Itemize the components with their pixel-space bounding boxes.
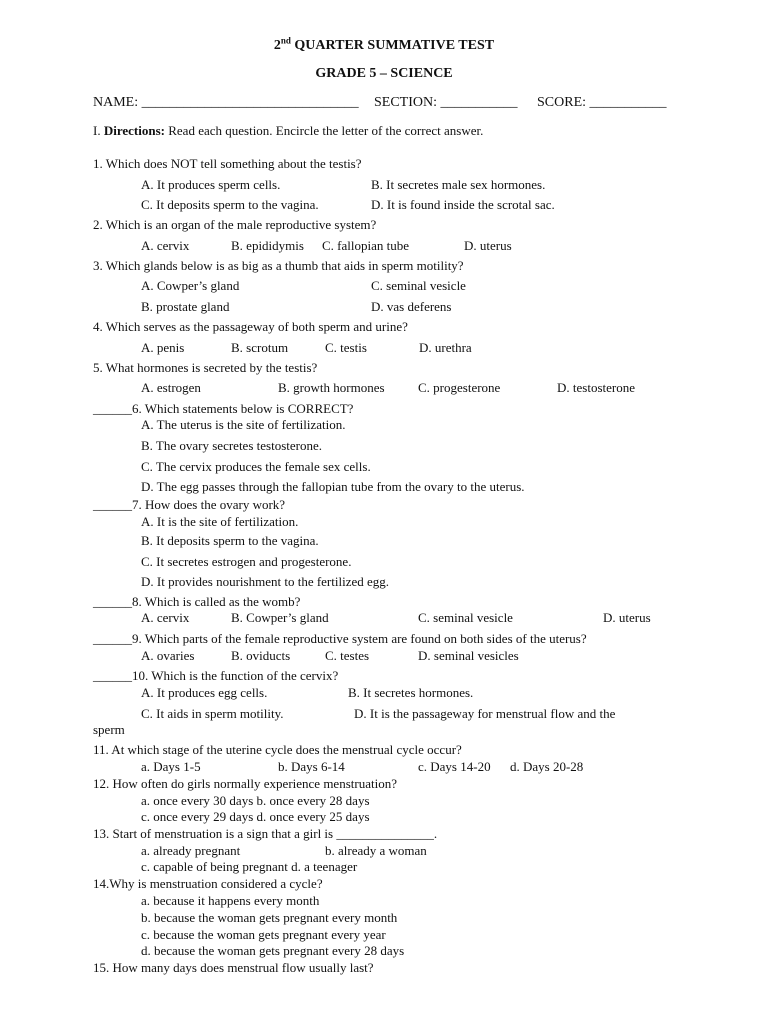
q11-choice-b: b. Days 6-14	[278, 759, 345, 774]
q2-choice-a: A. cervix	[141, 238, 190, 253]
q6-choice-d: D. The egg passes through the fallopian tube from the ovary to the uterus.	[141, 479, 525, 494]
score-field: SCORE: ___________	[537, 95, 667, 110]
q3-choice-b: B. prostate gland	[141, 299, 230, 314]
q9-choice-a: A. ovaries	[141, 648, 195, 663]
question-11: 11. At which stage of the uterine cycle does the menstrual cycle occur?	[93, 742, 462, 757]
title-ordinal: 2	[273, 38, 281, 53]
q12-choices-cd: c. once every 29 days d. once every 25 days	[141, 809, 370, 824]
q1-choice-c: C. It deposits sperm to the vagina.	[141, 197, 319, 212]
q14-choice-a: a. because it happens every month	[141, 893, 320, 908]
question-9: ______9. Which parts of the female reproductive system are found on both sides of the uterus?	[93, 631, 587, 646]
q1-choice-d: D. It is found inside the scrotal sac.	[371, 197, 555, 212]
q5-choice-a: A. estrogen	[141, 380, 201, 395]
q9-choice-d: D. seminal vesicles	[418, 648, 519, 663]
q12-choices-ab: a. once every 30 days b. once every 28 days	[141, 793, 370, 808]
title-text: QUARTER SUMMATIVE TEST	[290, 38, 495, 53]
q2-choice-c: C. fallopian tube	[322, 238, 410, 253]
q4-choice-d: D. urethra	[419, 340, 472, 355]
q8-choice-c: C. seminal vesicle	[418, 610, 513, 625]
page-subtitle: GRADE 5 – SCIENCE	[315, 66, 453, 81]
question-2: 2. Which is an organ of the male reproductive system?	[93, 217, 377, 232]
question-12: 12. How often do girls normally experience menstruation?	[93, 776, 397, 791]
page-title	[0, 35, 768, 53]
q13-choice-b: b. already a woman	[325, 843, 427, 858]
question-5: 5. What hormones is secreted by the testis?	[93, 360, 318, 375]
question-4: 4. Which serves as the passageway of both sperm and urine?	[93, 319, 408, 334]
q10-choice-b: B. It secretes hormones.	[348, 685, 474, 700]
q4-choice-c: C. testis	[325, 340, 367, 355]
question-10: ______10. Which is the function of the cervix?	[93, 668, 339, 683]
question-6: ______6. Which statements below is CORRECT?	[93, 401, 354, 416]
q9-choice-b: B. oviducts	[231, 648, 291, 663]
question-15: 15. How many days does menstrual flow usually last?	[93, 960, 374, 975]
q11-choice-a: a. Days 1-5	[141, 759, 201, 774]
q1-choice-b: B. It secretes male sex hormones.	[371, 177, 546, 192]
q6-choice-a: A. The uterus is the site of fertilization.	[141, 417, 346, 432]
question-1: 1. Which does NOT tell something about the testis?	[93, 156, 362, 171]
title-ordinal-suffix: nd	[280, 35, 291, 46]
section-field: SECTION: ___________	[374, 95, 518, 110]
q13-choice-a: a. already pregnant	[141, 843, 241, 858]
q5-choice-b: B. growth hormones	[278, 380, 385, 395]
q9-choice-c: C. testes	[325, 648, 370, 663]
q3-choice-d: D. vas deferens	[371, 299, 452, 314]
q11-choice-c: c. Days 14-20	[418, 759, 491, 774]
q10-choice-d: D. It is the passageway for menstrual flow and the	[354, 706, 616, 721]
q8-choice-a: A. cervix	[141, 610, 190, 625]
question-14: 14.Why is menstruation considered a cycle?	[93, 876, 323, 891]
question-7: ______7. How does the ovary work?	[93, 497, 286, 512]
q14-choice-b: b. because the woman gets pregnant every month	[141, 910, 398, 925]
q14-choice-c: c. because the woman gets pregnant every year	[141, 927, 386, 942]
q10-choice-c: C. It aids in sperm motility.	[141, 706, 284, 721]
question-8: ______8. Which is called as the womb?	[93, 594, 301, 609]
directions	[93, 123, 483, 138]
q14-choice-d: d. because the woman gets pregnant every 28 days	[141, 943, 405, 958]
q7-choice-d: D. It provides nourishment to the fertilized egg.	[141, 574, 390, 589]
q8-choice-d: D. uterus	[603, 610, 651, 625]
q7-choice-c: C. It secretes estrogen and progesterone.	[141, 554, 352, 569]
q4-choice-a: A. penis	[141, 340, 185, 355]
q5-choice-d: D. testosterone	[557, 380, 635, 395]
q3-choice-a: A. Cowper’s gland	[141, 278, 240, 293]
question-3: 3. Which glands below is as big as a thumb that aids in sperm motility?	[93, 258, 464, 273]
directions-prefix: I.	[93, 123, 104, 138]
name-field: NAME: _______________________________	[93, 95, 359, 110]
directions-text: Read each question. Encircle the letter of the correct answer.	[164, 123, 484, 138]
q8-choice-b: B. Cowper’s gland	[231, 610, 329, 625]
q6-choice-b: B. The ovary secretes testosterone.	[141, 438, 322, 453]
q3-choice-c: C. seminal vesicle	[371, 278, 466, 293]
q7-choice-b: B. It deposits sperm to the vagina.	[141, 533, 319, 548]
q7-choice-a: A. It is the site of fertilization.	[141, 514, 299, 529]
question-13: 13. Start of menstruation is a sign that a girl is _______________.	[93, 826, 438, 841]
q4-choice-b: B. scrotum	[231, 340, 289, 355]
q6-choice-c: C. The cervix produces the female sex cells.	[141, 459, 371, 474]
q2-choice-b: B. epididymis	[231, 238, 304, 253]
q13-choices-cd: c. capable of being pregnant d. a teenager	[141, 859, 358, 874]
directions-label: Directions:	[103, 123, 165, 138]
q10-choice-a: A. It produces egg cells.	[141, 685, 268, 700]
q5-choice-c: C. progesterone	[418, 380, 501, 395]
q10-choice-d-continued: sperm	[93, 722, 125, 737]
q1-choice-a: A. It produces sperm cells.	[141, 177, 281, 192]
q2-choice-d: D. uterus	[464, 238, 512, 253]
q11-choice-d: d. Days 20-28	[510, 759, 584, 774]
